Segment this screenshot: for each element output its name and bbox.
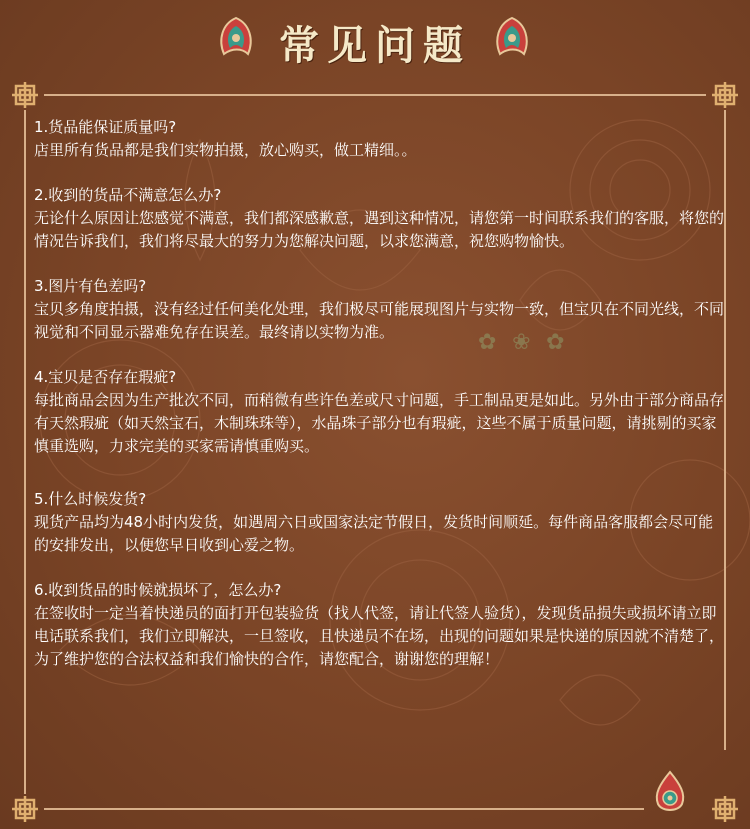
faq-answer: 店里所有货品都是我们实物拍摄，放心购买，做工精细。。: [34, 141, 417, 159]
faq-item-damaged: [34, 579, 724, 671]
top-frame-line: [44, 94, 706, 96]
faq-item-unsatisfied: [34, 184, 724, 253]
top-left-knot-icon: [10, 80, 40, 110]
faq-answer: 宝贝多角度拍摄，没有经过任何美化处理，我们极尽可能展现图片与实物一致，但宝贝在不同光线，不同视觉和不同显示器难免存在误差。最终请以实物为准。: [34, 300, 725, 341]
faq-item-shipping: [34, 488, 724, 557]
bottom-left-knot-icon: [10, 794, 40, 824]
page-title: 常见问题: [279, 22, 471, 69]
faq-item-quality: [34, 116, 724, 162]
right-frame-line: [724, 110, 726, 750]
left-frame-line: [24, 110, 26, 794]
teardrop-ornament-icon: [652, 770, 688, 814]
faq-question: 4.宝贝是否存在瑕疵?: [34, 368, 177, 386]
faq-question: 3.图片有色差吗?: [34, 277, 147, 295]
faq-answer: 无论什么原因让您感觉不满意，我们都深感歉意，遇到这种情况，请您第一时间联系我们的客服，将您的情况告诉我们，我们将尽最大的努力为您解决问题，以求您满意，祝您购物愉快。: [34, 209, 725, 250]
faq-question: 6.收到货品的时候就损坏了，怎么办?: [34, 581, 282, 599]
faq-question: 2.收到的货品不满意怎么办?: [34, 186, 222, 204]
bottom-right-knot-icon: [710, 794, 740, 824]
faq-answer: 在签收时一定当着快递员的面打开包装验货（找人代签，请让代签人验货），发现货品损失或损坏请立即电话联系我们，我们立即解决，一旦签收，且快递员不在场，出现的问题如果是快递的原因就不清楚了，为了维护您的合法权益和我们愉快的合作，请您配合，谢谢您的理解！: [34, 604, 725, 668]
faq-item-color-difference: [34, 275, 724, 344]
faq-list: [34, 116, 724, 693]
header: [0, 0, 750, 86]
faq-item-defects: [34, 366, 724, 458]
top-right-knot-icon: [710, 80, 740, 110]
faq-answer: 每批商品会因为生产批次不同，而稍微有些许色差或尺寸问题，手工制品更是如此。另外由于部分商品存有天然瑕疵（如天然宝石，木制珠珠等），水晶珠子部分也有瑕疵，这些不属于质量问题，请挑剔的买家慎重选购，力求完美的买家需请慎重购买。: [34, 391, 725, 455]
faint-watermark: ✿ ❀ ✿: [478, 330, 569, 355]
faq-question: 5.什么时候发货?: [34, 490, 147, 508]
bottom-frame-line: [44, 808, 644, 810]
faq-answer: 现货产品均为48小时内发货，如遇周六日或国家法定节假日，发货时间顺延。每件商品客服都会尽可能的安排发出，以便您早日收到心爱之物。: [34, 513, 714, 554]
faq-question: 1.货品能保证质量吗?: [34, 118, 177, 136]
